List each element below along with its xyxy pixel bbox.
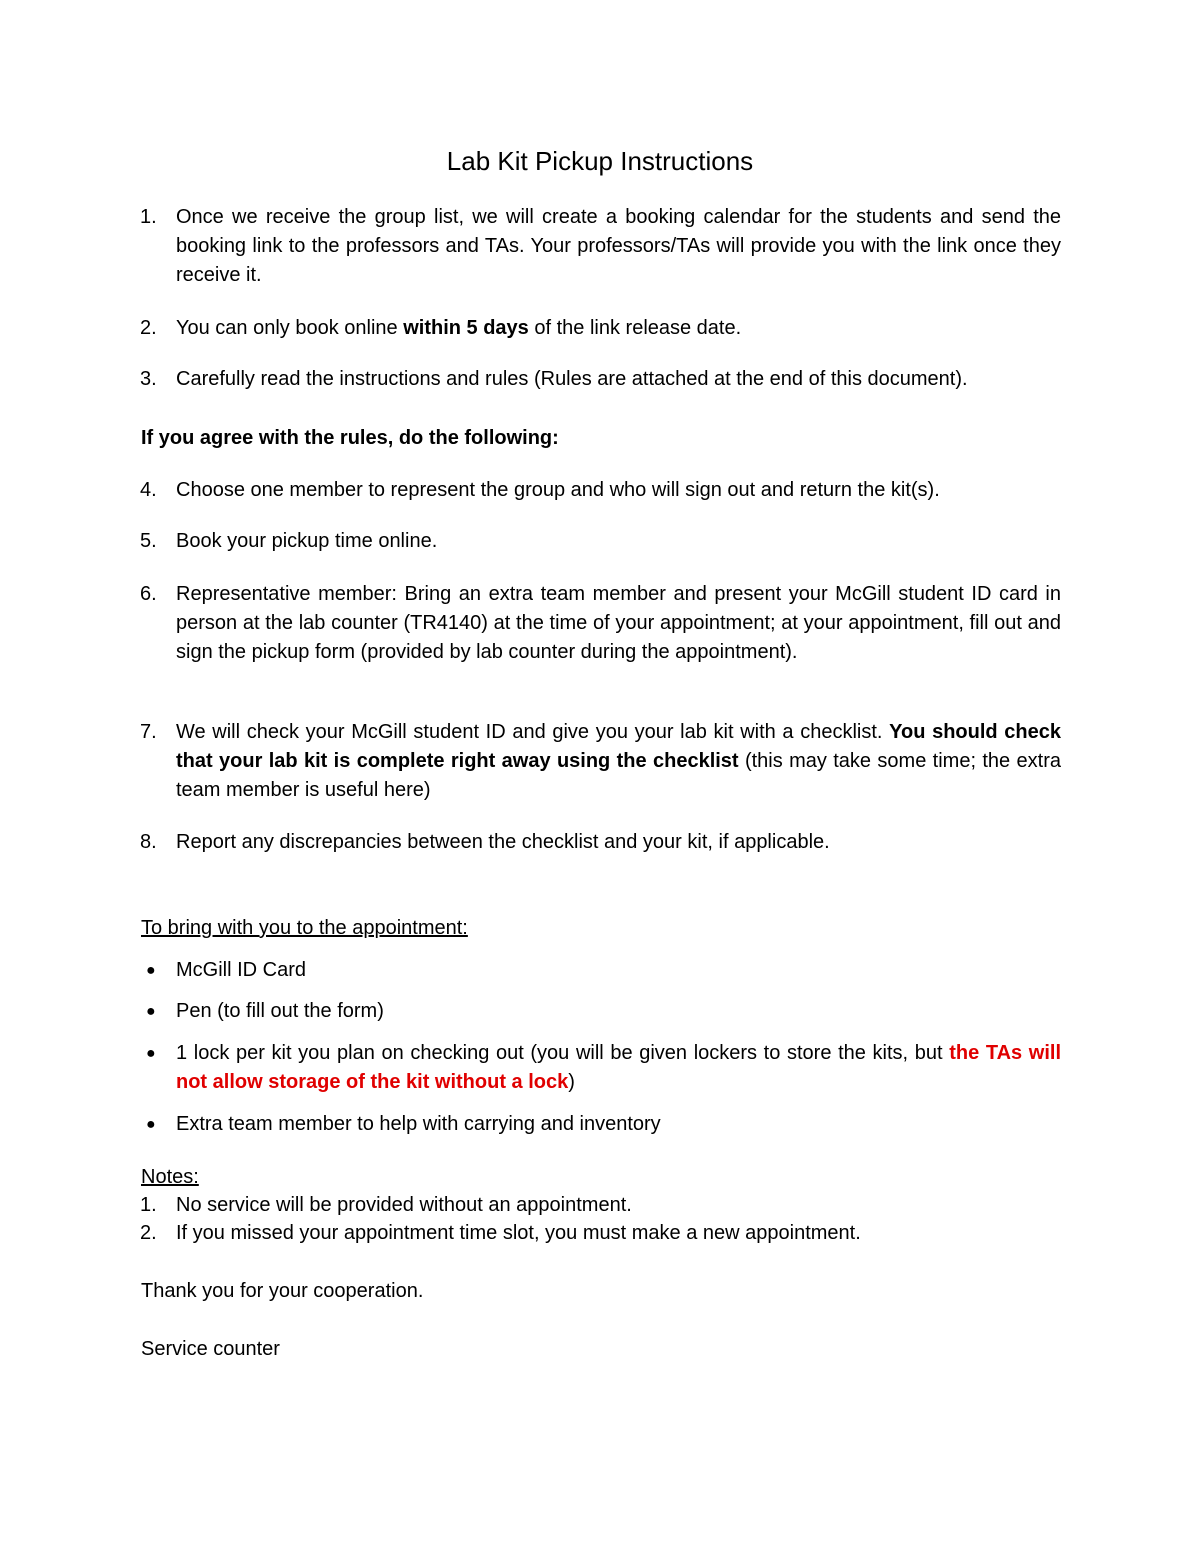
- bring-item: [146, 997, 1061, 1026]
- step-text-bold: within 5 days: [403, 317, 529, 339]
- step-2: [140, 314, 1061, 343]
- bring-item-text: McGill ID Card: [176, 959, 307, 981]
- step-number: 5.: [140, 530, 157, 552]
- bring-item-text: Pen (to fill out the form): [176, 1000, 384, 1022]
- step-8: [140, 828, 1061, 857]
- bullet-icon: ●: [146, 962, 156, 979]
- note-item: [140, 1219, 1061, 1247]
- note-text: No service will be provided without an appointment.: [176, 1194, 632, 1216]
- bring-item: [146, 1039, 1062, 1097]
- step-number: 4.: [140, 479, 157, 501]
- thanks-text: Thank you for your cooperation.: [141, 1280, 424, 1302]
- note-item: [140, 1191, 1061, 1219]
- bring-item-text-pre: 1 lock per kit you plan on checking out (you will be given lockers to store the kits, but: [176, 1042, 950, 1064]
- bring-item-text: Extra team member to help with carrying and inventory: [176, 1113, 661, 1135]
- step-6: [140, 580, 1061, 667]
- signoff-text: Service counter: [141, 1338, 280, 1360]
- bullet-icon: ●: [146, 1116, 156, 1133]
- step-number: 2.: [140, 317, 157, 339]
- bring-item-warning: the TAs will not allow storage of the kit without a lock: [176, 1042, 1062, 1093]
- step-text-bold: You should check that your lab kit is complete right away using the checklist: [176, 721, 1061, 772]
- bullet-icon: ●: [146, 1003, 156, 1020]
- step-number: 7.: [140, 721, 157, 743]
- step-text-pre: You can only book online: [176, 317, 404, 339]
- step-text-post: (this may take some time; the extra team member is useful here): [176, 750, 1061, 801]
- step-number: 6.: [140, 583, 157, 605]
- step-text: Once we receive the group list, we will create a booking calendar for the students and send the booking link to the professors and TAs. Your professors/TAs will provide you with the link once they receive it.: [176, 206, 1061, 286]
- step-3: [140, 365, 1061, 394]
- bullet-icon: ●: [146, 1045, 156, 1062]
- step-text: Carefully read the instructions and rules (Rules are attached at the end of this document).: [176, 368, 968, 390]
- step-number: 8.: [140, 831, 157, 853]
- step-text: Choose one member to represent the group and who will sign out and return the kit(s).: [176, 479, 940, 501]
- step-1: [140, 203, 1061, 290]
- bring-item: [146, 1110, 1061, 1139]
- bring-heading: To bring with you to the appointment:: [141, 917, 468, 939]
- step-number: 1.: [140, 206, 157, 228]
- bring-item: [146, 956, 1061, 985]
- step-text: Report any discrepancies between the checklist and your kit, if applicable.: [176, 831, 830, 853]
- step-text: Representative member: Bring an extra team member and present your McGill student ID card in person at the lab counter (TR4140) at the time of your appointment; at your appointment, fill out and sign the pickup form (provided by lab counter during the appointment).: [176, 583, 1061, 663]
- step-number: 3.: [140, 368, 157, 390]
- step-5: [140, 527, 1061, 556]
- step-text: Book your pickup time online.: [176, 530, 438, 552]
- note-number: 2.: [140, 1222, 157, 1244]
- notes-heading: Notes:: [141, 1166, 199, 1188]
- step-text-post: of the link release date.: [528, 317, 742, 339]
- step-7: [140, 718, 1061, 805]
- note-text: If you missed your appointment time slot, you must make a new appointment.: [176, 1222, 861, 1244]
- step-4: [140, 476, 1061, 505]
- agree-heading: If you agree with the rules, do the following:: [141, 427, 559, 449]
- note-number: 1.: [140, 1194, 157, 1216]
- page-title: Lab Kit Pickup Instructions: [446, 146, 754, 176]
- bring-item-text-post: ): [568, 1071, 575, 1093]
- step-text-pre: We will check your McGill student ID and give you your lab kit with a checklist.: [176, 721, 890, 743]
